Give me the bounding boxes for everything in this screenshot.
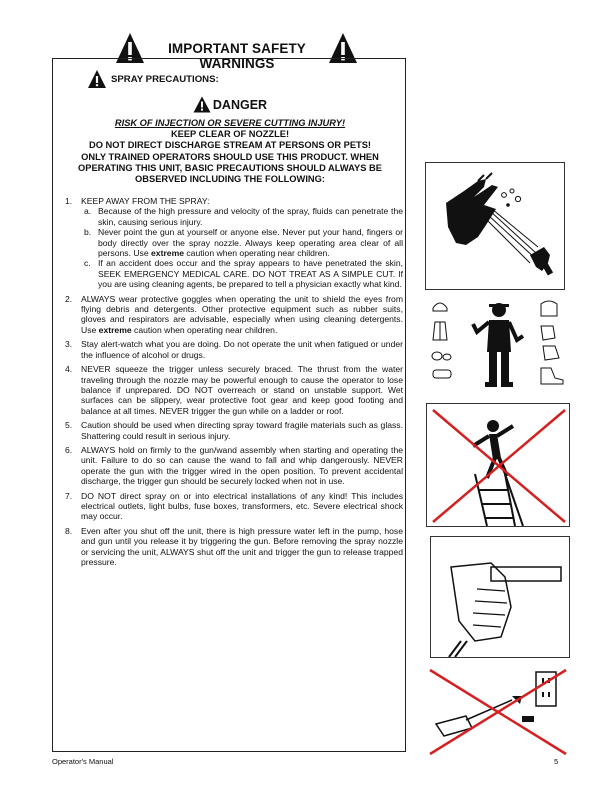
list-number: 8.: [65, 525, 73, 536]
footer-manual-label: Operator's Manual: [52, 757, 114, 766]
spray-precautions-label: SPRAY PRECAUTIONS:: [111, 74, 219, 85]
list-item: [65, 364, 403, 416]
danger-subtitle: RISK OF INJECTION OR SEVERE CUTTING INJURY!: [114, 118, 346, 128]
list-number: 5.: [65, 420, 73, 431]
danger-line: KEEP CLEAR OF NOZZLE!: [170, 129, 290, 140]
hand-spray-icon: [426, 163, 565, 290]
list-number: 7.: [65, 490, 73, 501]
injection-hazard-illustration: [425, 162, 565, 290]
warning-triangle-icon: [193, 96, 211, 113]
danger-block: [53, 96, 407, 185]
list-item-text: Caution should be used when directing spray toward fragile materials such as glass. Shattering could result in serious injury.: [81, 420, 403, 441]
list-item: [65, 339, 403, 360]
list-number: 2.: [65, 293, 73, 304]
sub-item: [81, 258, 403, 289]
protective-equipment-illustration: [425, 296, 573, 394]
sub-item-letter: a.: [84, 206, 92, 217]
spray-gun-icon: [431, 537, 570, 658]
list-item: [65, 196, 403, 290]
list-item: [65, 526, 403, 568]
ladder-icon: [427, 404, 570, 527]
electrical-prohibition-illustration: [426, 666, 572, 758]
ladder-prohibition-illustration: [426, 403, 570, 527]
list-item-text: ALWAYS hold on firmly to the gun/wand assembly when starting and operating the unit. Failure to do so can cause the wand to fall and whip dangerously. NEVER operate the gun with the trigger wired in the open position. To prevent accidental discharge, the trigger gun should be securely locked when not in use.: [81, 444, 403, 487]
list-number: 6.: [65, 444, 73, 455]
list-item: [65, 420, 403, 441]
danger-line: DO NOT DIRECT DISCHARGE STREAM AT PERSONS OR PETS!: [88, 140, 372, 151]
danger-title: [193, 96, 267, 113]
warning-triangle-icon: [87, 69, 107, 89]
list-number: 3.: [65, 339, 73, 350]
sub-item-letter: c.: [84, 258, 91, 269]
list-number: 1.: [65, 196, 73, 206]
protective-gear-icon: [425, 296, 573, 394]
danger-label: DANGER: [212, 97, 268, 112]
list-item: [65, 491, 403, 522]
list-item-text: NEVER squeeze the trigger unless securely braced. The thrust from the water traveling through the nozzle may be powerful enough to cause the operator to lose balance if unprepared. DO NOT overreach or stand on unstable support. Wet surfaces can be slippery, wear protective foot gear and keep good footing and balance at all times. NEVER trigger the gun while on a ladder or roof.: [81, 364, 403, 416]
list-item-text: Even after you shut off the unit, there is high pressure water left in the pump, hose and gun until you release it by triggering the gun. Before removing the spray nozzle or servicing the unit, ALWAYS shut off the unit and trigger the gun to release trapped pressure.: [81, 525, 403, 567]
list-item-text: Stay alert-watch what you are doing. Do not operate the unit when fatigued or under the influence of alcohol or drugs.: [81, 339, 403, 360]
sub-item-text: Because of the high pressure and velocity of the spray, fluids can penetrate the skin, causing serious injury.: [98, 206, 403, 227]
danger-line: OPERATING THIS UNIT, BASIC PRECAUTIONS SHOULD ALWAYS BE: [78, 162, 382, 173]
precautions-list: [65, 196, 403, 571]
warnings-box: [52, 58, 406, 752]
list-item-text: DO NOT direct spray on or into electrical installations of any kind! This includes electrical outlets, light bulbs, fuse boxes, transformers, etc. Severe electrical shock may occur.: [81, 490, 403, 522]
list-item-text: ALWAYS wear protective goggles when operating the unit to shield the eyes from flying debris and detergents. Other protective equipment such as rubber suits, gloves and respirators are advisable, especially when using cleaning detergents. Use extreme caution when operating near children.: [81, 293, 403, 335]
danger-line: OBSERVED INCLUDING THE FOLLOWING:: [135, 174, 325, 185]
page-title: IMPORTANT SAFETY WARNINGS: [168, 41, 306, 71]
list-number: 4.: [65, 364, 73, 375]
sub-item-text: If an accident does occur and the spray appears to have penetrated the skin, SEEK EMERGENCY MEDICAL CARE. DO NOT TREAT AS A SIMPLE CUT. If you are using cleaning agents, be prepared to tell a physician exactly what kind.: [98, 258, 403, 290]
sub-item-text: Never point the gun at yourself or anyone else. Never put your hand, fingers or body directly over the spray nozzle. Always keep operating area clear of all persons. Use extreme caution when operating near children.: [98, 227, 403, 259]
list-item-text: KEEP AWAY FROM THE SPRAY:: [81, 196, 210, 206]
gun-grip-illustration: [430, 536, 570, 658]
danger-line: ONLY TRAINED OPERATORS SHOULD USE THIS PRODUCT. WHEN: [81, 151, 379, 162]
page-number: 5: [554, 757, 559, 766]
list-item: [65, 445, 403, 487]
electrical-outlet-icon: [426, 666, 572, 758]
list-item: [65, 294, 403, 336]
sub-item-letter: b.: [84, 227, 92, 238]
sub-item: [81, 227, 403, 258]
sub-item: [81, 206, 403, 227]
